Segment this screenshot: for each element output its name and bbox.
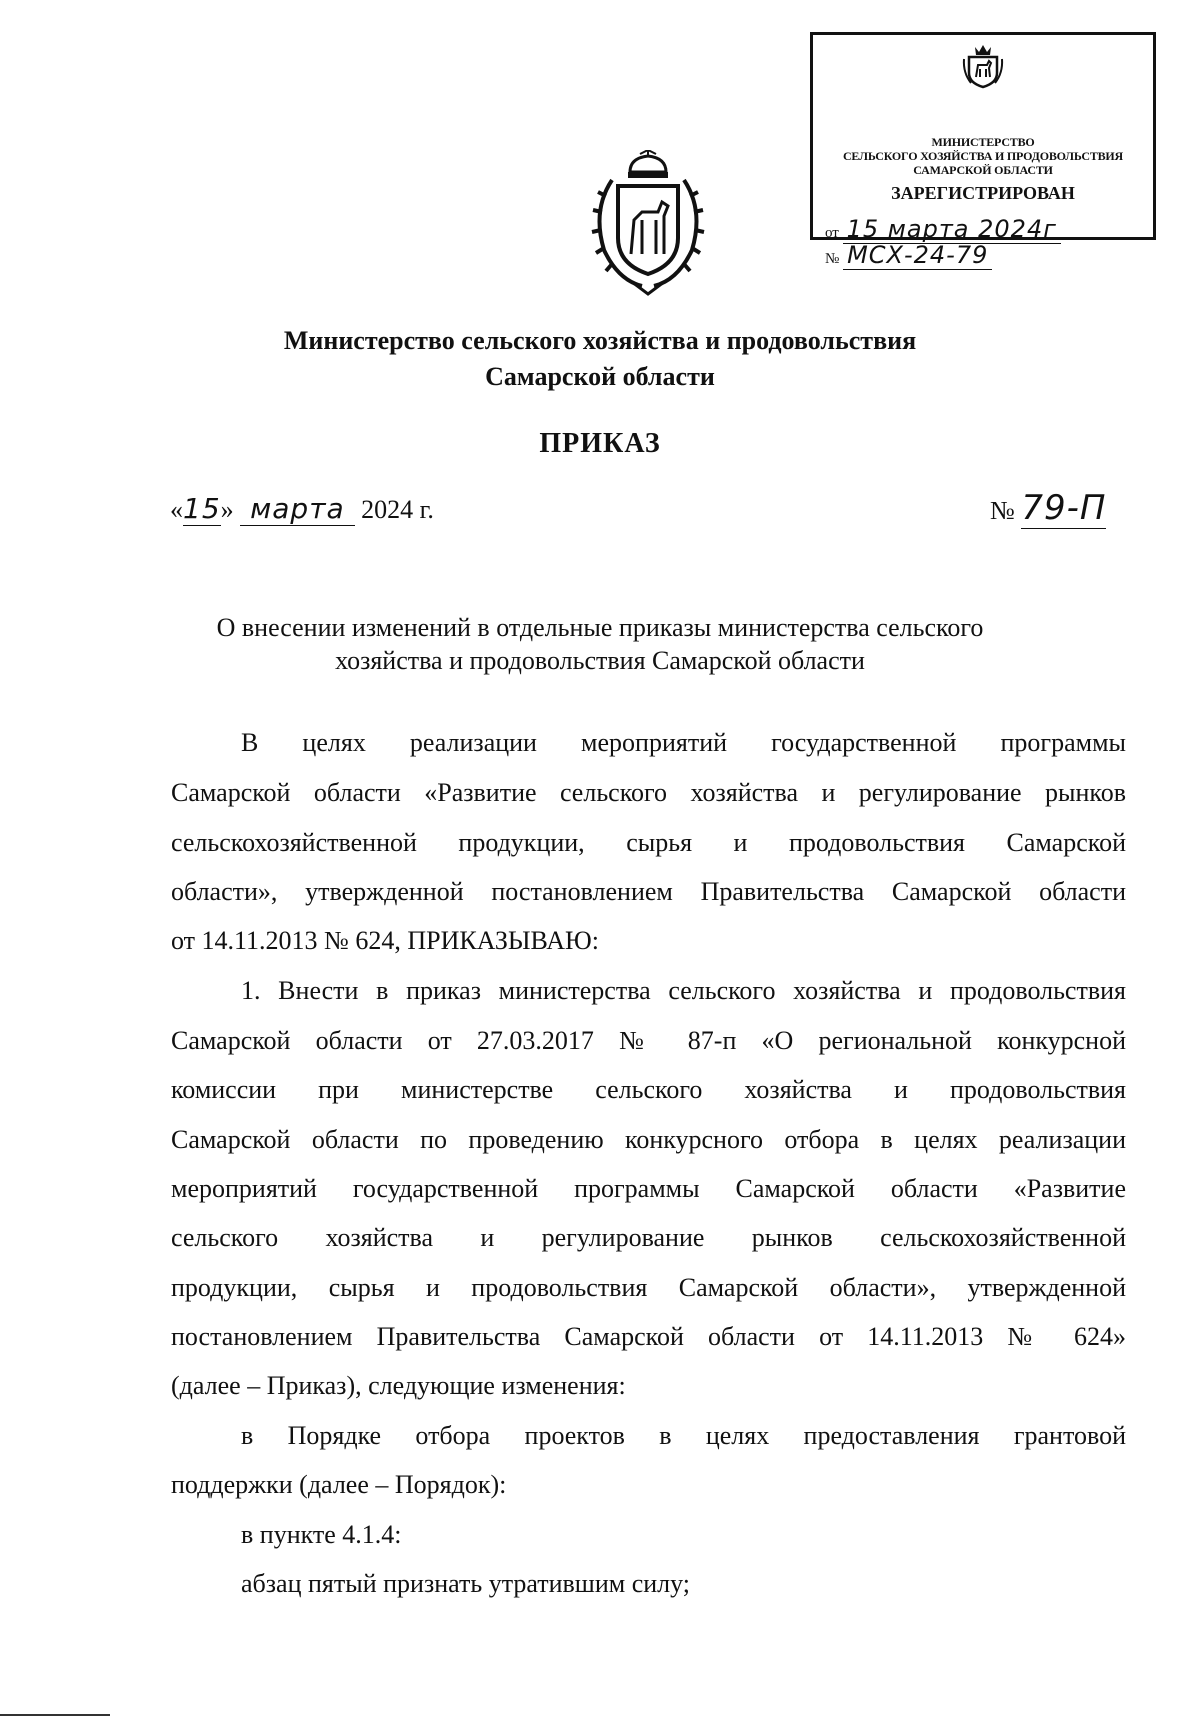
date-open-quote: « <box>170 495 183 524</box>
body-line: абзац пятый признать утратившим силу; <box>241 1569 691 1598</box>
order-month-handwritten: марта <box>240 492 355 526</box>
body-line: в пункте 4.1.4: <box>241 1520 402 1549</box>
ministry-title-line2: Самарской области <box>485 362 715 391</box>
date-close-quote: » <box>220 495 234 524</box>
stamp-date-row <box>825 215 1061 244</box>
scan-edge-divider <box>0 1714 110 1716</box>
order-number-handwritten: 79-П <box>1021 488 1107 528</box>
subject-line: хозяйства и продовольствия Самарской области <box>335 646 865 675</box>
body-line: Самарской области по проведению конкурсного отбора в целях реализации <box>171 1125 1126 1154</box>
stamp-ministry-line: МИНИСТЕРСТВО <box>931 135 1035 149</box>
body-line: 1. Внести в приказ министерства сельского хозяйства и продовольствия <box>241 976 1126 1005</box>
stamp-emblem-icon <box>961 43 1005 89</box>
body-line: области», утвержденной постановлением Правительства Самарской области <box>171 877 1126 906</box>
body-line: (далее – Приказ), следующие изменения: <box>171 1371 626 1400</box>
order-date <box>170 492 434 526</box>
order-day-handwritten: 15 <box>183 492 221 525</box>
stamp-number-handwritten: МСХ-24-79 <box>843 241 992 270</box>
registration-stamp <box>810 32 1156 269</box>
order-number-prefix: № <box>990 496 1015 525</box>
order-year: 2024 г. <box>361 495 434 524</box>
body-line: В целях реализации мероприятий государственной программы <box>241 728 1126 757</box>
body-line: мероприятий государственной программы Самарской области «Развитие <box>171 1174 1126 1203</box>
body-line: Самарской области «Развитие сельского хозяйства и регулирование рынков <box>171 778 1126 807</box>
body-line: в Порядке отбора проектов в целях предоставления грантовой <box>241 1421 1126 1450</box>
order-number <box>990 488 1106 529</box>
body-line: поддержки (далее – Порядок): <box>171 1470 507 1499</box>
stamp-date-handwritten: 15 марта 2024г <box>843 215 1061 244</box>
body-line: постановлением Правительства Самарской области от 14.11.2013 № 624» <box>171 1322 1126 1351</box>
stamp-registered-label: ЗАРЕГИСТРИРОВАН <box>891 183 1075 203</box>
stamp-ministry-line: САМАРСКОЙ ОБЛАСТИ <box>913 163 1053 177</box>
body-line: продукции, сырья и продовольствия Самарской области», утвержденной <box>171 1273 1126 1302</box>
ministry-title-line1: Министерство сельского хозяйства и продовольствия <box>283 326 917 355</box>
document-type-heading: ПРИКАЗ <box>539 428 661 459</box>
body-line: сельского хозяйства и регулирование рынков сельскохозяйственной <box>171 1223 1126 1252</box>
stamp-ministry-name <box>813 135 1153 177</box>
stamp-date-prefix: от <box>825 225 839 241</box>
coat-of-arms-icon <box>584 150 712 296</box>
body-line: от 14.11.2013 № 624, ПРИКАЗЫВАЮ: <box>171 926 599 955</box>
subject-line: О внесении изменений в отдельные приказы министерства сельского <box>216 613 984 642</box>
stamp-number-row <box>825 241 992 270</box>
stamp-ministry-line: СЕЛЬСКОГО ХОЗЯЙСТВА И ПРОДОВОЛЬСТВИЯ <box>842 149 1124 163</box>
body-line: сельскохозяйственной продукции, сырья и продовольствия Самарской <box>171 828 1126 857</box>
body-line: комиссии при министерстве сельского хозяйства и продовольствия <box>171 1075 1126 1104</box>
body-line: Самарской области от 27.03.2017 № 87-п «О региональной конкурсной <box>171 1026 1126 1055</box>
stamp-number-prefix: № <box>825 251 840 267</box>
